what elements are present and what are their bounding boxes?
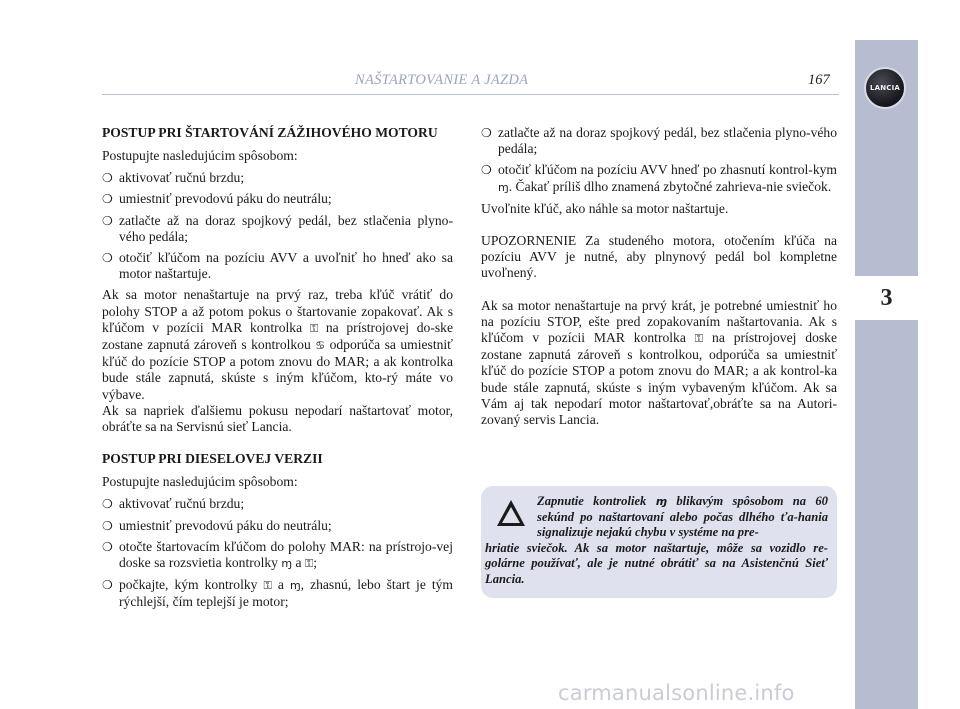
immobilizer-warning-icon: ⚿ [694,332,704,346]
immobilizer-warning-icon: ⚿ [309,321,319,335]
list-item: ❍ aktivovať ručnú brzdu; [102,496,245,512]
list-item: ❍ zatlačte až na doraz spojkový pedál, bez stlačenia plyno-vého pedála; [481,125,837,157]
paragraph: Uvoľnite kľúč, ako náhle sa motor naštartuje. [481,200,729,216]
section-heading-petrol: POSTUP PRI ŠTARTOVÁNÍ ZÁŽIHOVÉHO MOTORU [102,125,438,140]
immobilizer-warning-icon: ⚿ [304,557,314,571]
page-number: 167 [808,72,830,88]
list-item: ❍ otočiť kľúčom na pozíciu AVV a uvoľniť ho hneď ako sa motor naštartuje. [102,250,453,282]
bullet-icon: ❍ [102,578,113,593]
warning-box [481,486,837,598]
left-column [102,125,453,616]
bullet-icon: ❍ [102,213,113,228]
bullet-icon: ❍ [102,171,113,186]
glow-plug-icon: ɱ [281,557,293,571]
list-item: ❍ umiestniť prevodovú páku do neutrálu; [102,517,332,533]
right-column [481,125,837,434]
bullet-icon: ❍ [102,518,113,533]
chapter-sidebar [855,40,918,709]
header-title: NAŠTARTOVANIE A JAZDA [355,72,529,88]
intro-text: Postupujte nasledujúcim spôsobom: [102,474,298,490]
list-item: ❍ zatlačte až na doraz spojkový pedál, bez stlačenia plyno-vého pedála; [102,212,453,244]
glow-plug-icon: ɱ [289,579,301,593]
bullet-icon: ❍ [102,497,113,512]
paragraph: Ak sa napriek ďalšiemu pokusu nepodarí naštartovať motor, obráťte sa na Servisnú sieť Lancia. [102,402,453,435]
intro-text: Postupujte nasledujúcim spôsobom: [102,148,298,163]
list-item: ❍ počkajte, kým kontrolky ⚿ a ɱ, zhasnú, lebo štart je tým rýchlejší, čím teplejší je motor; [102,577,453,610]
paragraph: Ak sa motor nenaštartuje na prvý raz, treba kľúč vrátiť do polohy STOP a až potom pokus o štartovanie zopakovať. Ak s kľúčom v pozícii MAR kontrolka ⚿ na prístrojovej do-ske zostane zapnutá zároveň s kontrolkou ♋ odporúča sa umiestniť kľúč do pozície STOP a potom znovu do MAR; a ak kontrolka bude stále zapnutá, skúste s iným kľúčom, kto-rý máte vo výbave. [102,287,453,402]
list-item: ❍ umiestniť prevodovú páku do neutrálu; [102,191,332,207]
logo-text: LANCIA [869,84,901,92]
glow-plug-icon: ɱ [655,495,668,508]
bullet-icon: ❍ [102,251,113,266]
engine-failure-icon: ♋ [315,339,326,353]
paragraph: Ak sa motor nenaštartuje na prvý krát, je potrebné umiestniť ho na pozíciu STOP, ešte pred zopakovaním naštartovania. Ak s kľúčom v pozícii MAR kontrolka ⚿ na prístrojovej doske zostane zapnutá zároveň s kontrolkou, odporúča sa umiestniť kľúč do pozície STOP a potom znovu do MAR; a ak kontrol-ka bude stále zapnutá, skúste s iným vybaveným kľúčom. Ak sa Vám aj tak nepodarí motor naštartovať,obráťte sa na Autori-zovaný servis Lancia. [481,297,837,428]
list-item: ❍ aktivovať ručnú brzdu; [102,170,245,186]
warning-text: Zapnutie kontroliek ɱ blikavým spôsobom na 60 sekúnd po naštartovaní alebo počas dlhého ťa-hania signalizuje nejakú chybu v systéme na pre- hriatie sviečok. Ak sa motor naštartuje, môže sa vozidlo re-golárne používať, ale je nutné obrátiť sa na Asistenčnú Sieť Lancia. [485,494,828,586]
chapter-number: 3 [855,276,918,320]
list-item: ❍ otočiť kľúčom na pozíciu AVV hneď po zhasnutí kontrol-kym ɱ. Čakať príliš dlho znamená zbytočné zahrieva-nie sviečok. [481,162,837,195]
bullet-icon: ❍ [102,192,113,207]
watermark: carmanualsonline.info [558,681,795,705]
bullet-icon: ❍ [102,539,113,554]
list-item: ❍ otočte štartovacím kľúčom do polohy MAR: na prístrojo-vej doske sa rozsvietia kontrolky ɱ a ⚿; [102,539,453,572]
bullet-icon: ❍ [481,163,492,178]
header-divider [102,94,839,95]
glow-plug-icon: ɱ [498,180,509,194]
section-heading-diesel: POSTUP PRI DIESELOVEJ VERZII [102,451,323,467]
note-paragraph: UPOZORNENIE Za studeného motora, otočením kľúča na pozíciu AVV je nutné, aby plnynový pedál bol kompletne uvoľnený. [481,233,837,281]
lancia-logo [864,67,906,109]
immobilizer-warning-icon: ⚿ [263,579,272,593]
bullet-icon: ❍ [481,126,492,140]
